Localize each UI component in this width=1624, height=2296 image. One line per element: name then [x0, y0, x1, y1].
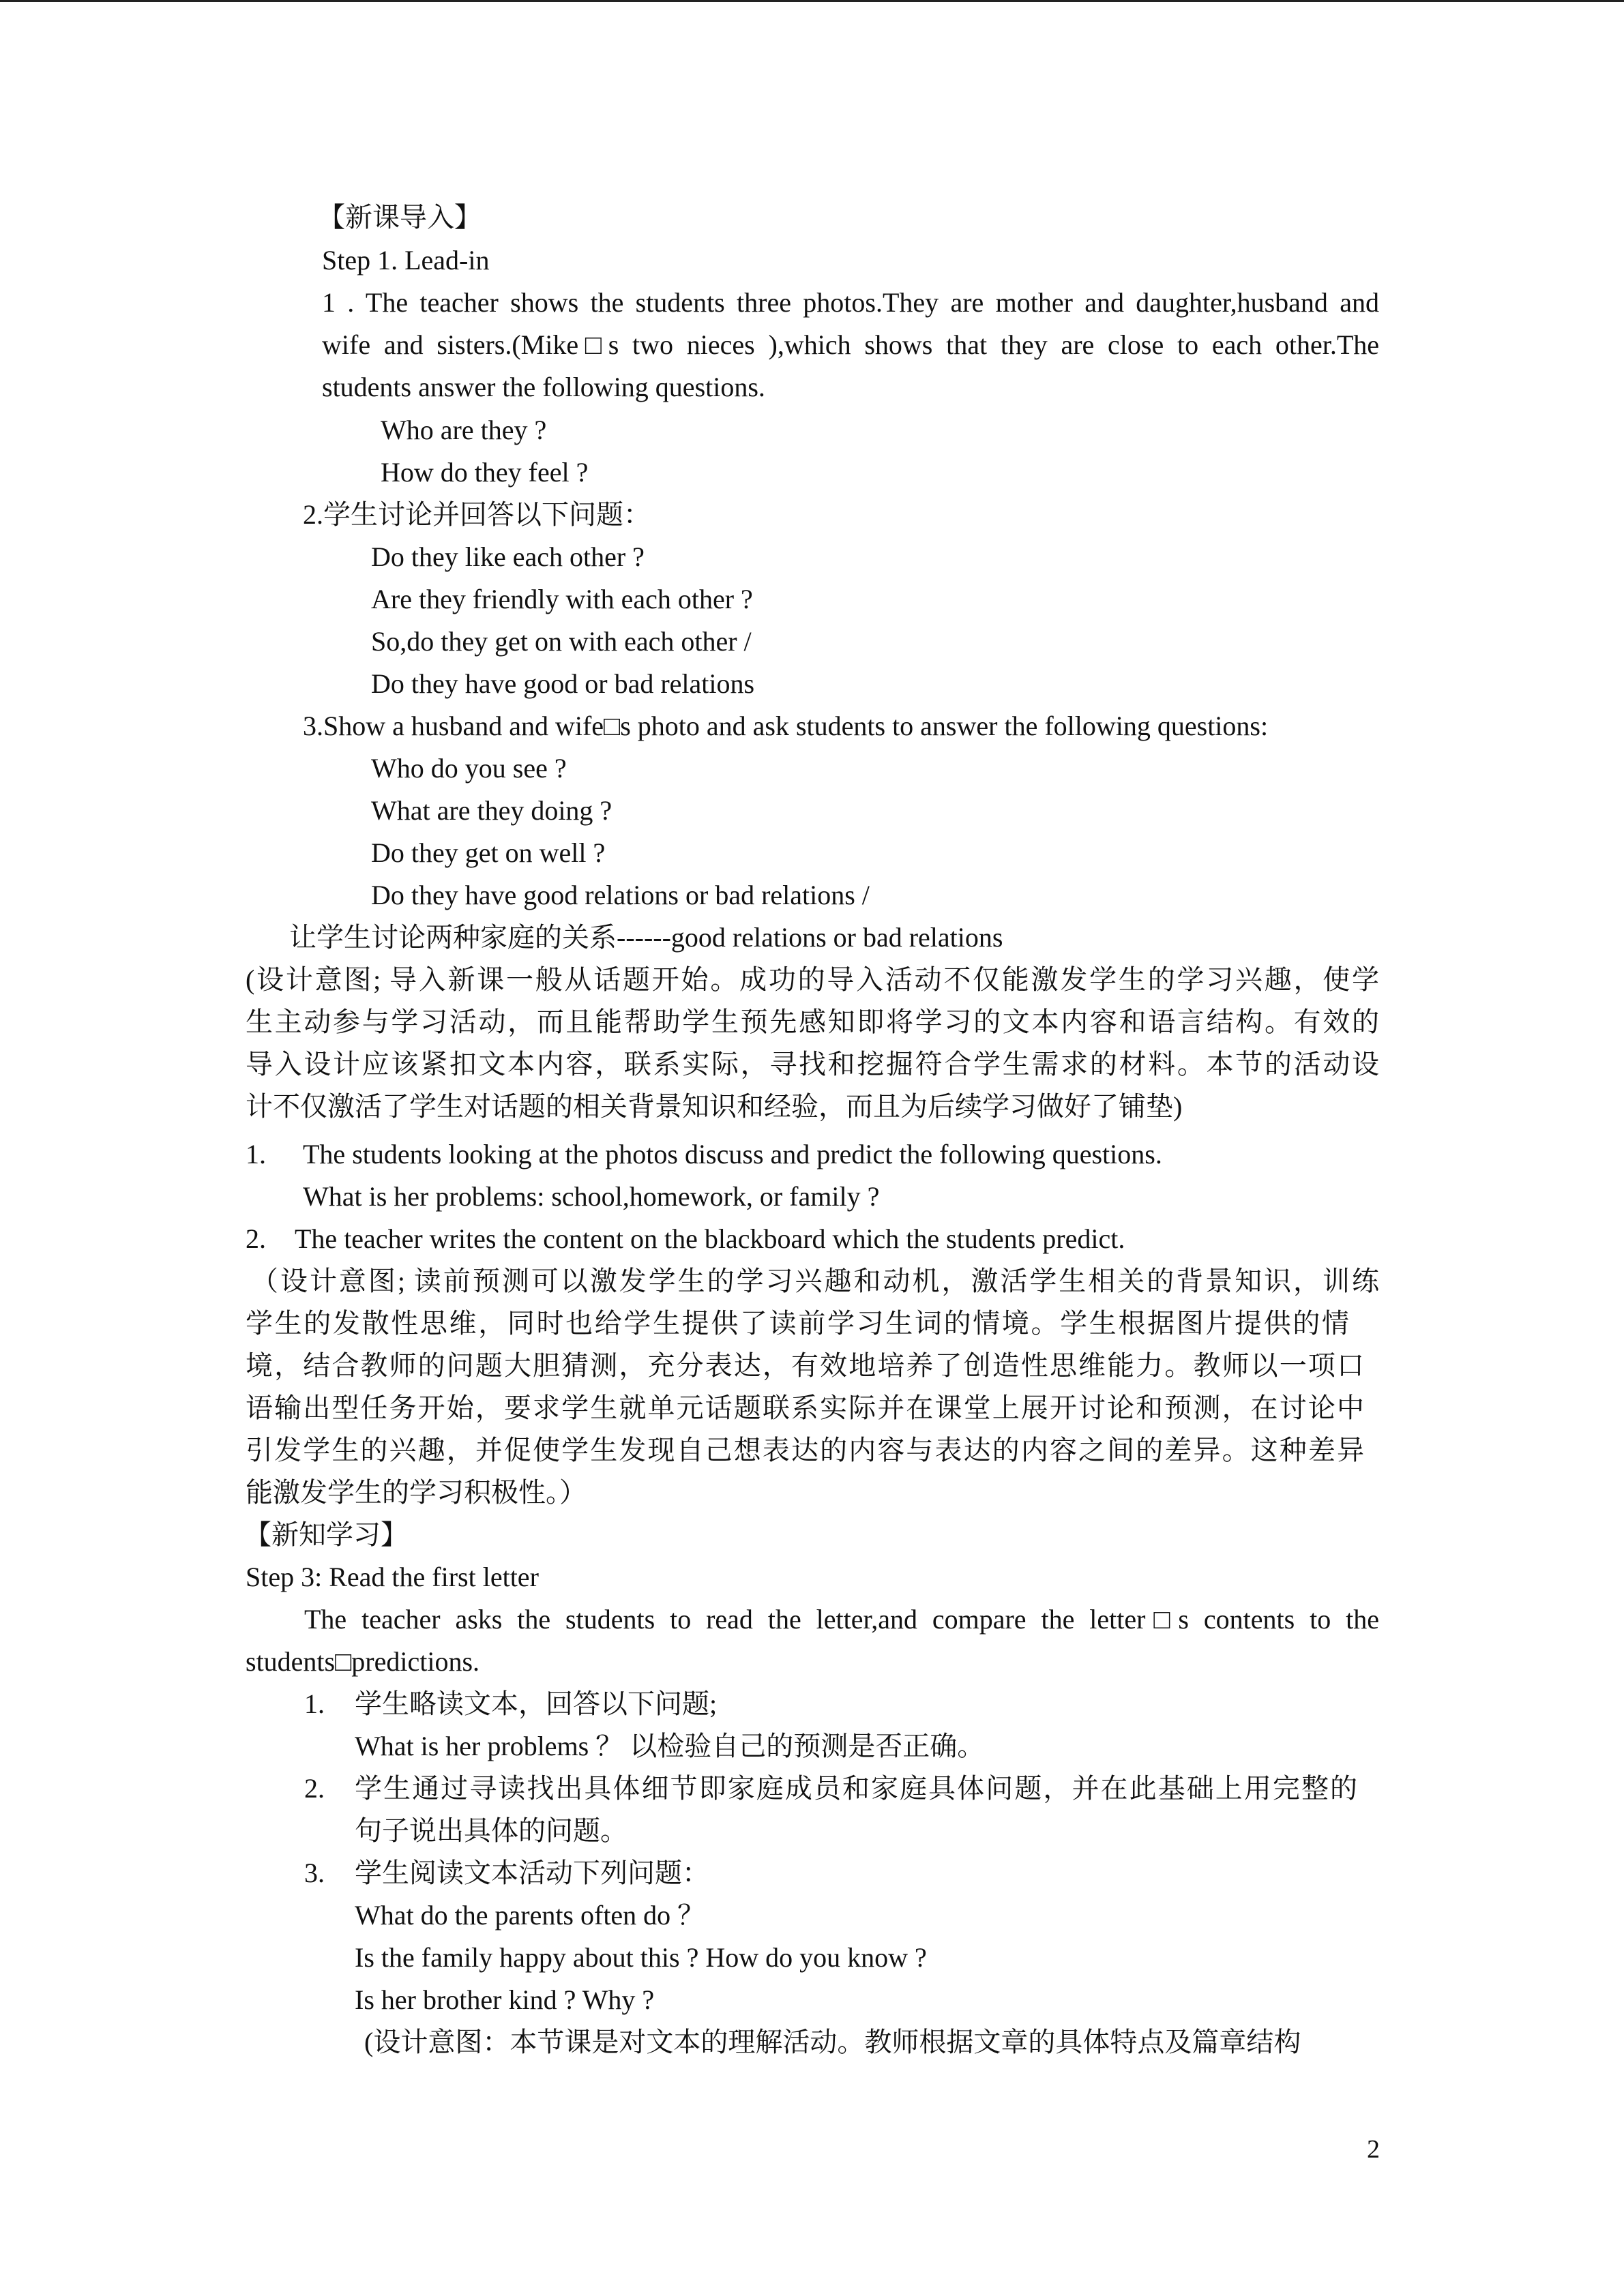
design-intent-line: 计不仅激活了学生对话题的相关背景知识和经验，而且为后续学习做好了铺垫) [246, 1091, 1183, 1122]
top-border [0, 0, 1624, 2]
design-intent-line: (设计意图：本节课是对文本的理解活动。教师根据文章的具体特点及篇章结构 [364, 2027, 1301, 2057]
question-line: Who do you see ? [371, 753, 567, 784]
paragraph-line: students□predictions. [246, 1646, 480, 1677]
design-intent-line: （设计意图; 读前预测可以激发学生的学习兴趣和动机，激活学生相关的背景知识，训练 [251, 1266, 1379, 1296]
design-intent-line: 引发学生的兴趣，并促使学生发现自己想表达的内容与表达的内容之间的差异。这种差异 [246, 1435, 1364, 1465]
list-number: 2. [246, 1223, 266, 1254]
step-heading: Step 1. Lead-in [322, 245, 490, 275]
list-item-continuation: 句子说出具体的问题。 [355, 1815, 628, 1846]
design-intent-line: 能激发学生的学习积极性。） [246, 1477, 587, 1508]
paragraph-line: 让学生讨论两种家庭的关系------good relations or bad relations [289, 922, 1003, 953]
question-line: Are they friendly with each other ? [371, 584, 753, 614]
list-number: 1. [304, 1688, 325, 1719]
question-line: How do they feel ? [381, 457, 589, 488]
list-item: 学生略读文本，回答以下问题; [355, 1688, 718, 1719]
question-line: Do they get on well ? [371, 837, 606, 868]
question-line: What do the parents often do ？ [355, 1900, 705, 1930]
design-intent-line: 语输出型任务开始，要求学生就单元话题联系实际并在课堂上展开讨论和预测，在讨论中 [246, 1392, 1364, 1423]
paragraph-line: wife and sisters.(Mike□s two nieces ),which shows that they are close to each other.The [322, 329, 1379, 360]
design-intent-line: 学生的发散性思维，同时也给学生提供了读前学习生词的情境。学生根据图片提供的情 [246, 1308, 1349, 1339]
paragraph-line: students answer the following questions. [322, 372, 765, 402]
list-item: 学生阅读文本活动下列问题： [355, 1858, 709, 1888]
question-line: So,do they get on with each other / [371, 626, 752, 657]
design-intent-line: 生主动参与学习活动，而且能帮助学生预先感知即将学习的文本内容和语言结构。有效的 [246, 1007, 1379, 1037]
design-intent-line: (设计意图; 导入新课一般从话题开始。成功的导入活动不仅能激发学生的学习兴趣，使学 [246, 964, 1379, 995]
list-item-continuation: What is her problems ？ 以检验自己的预测是否正确。 [355, 1731, 985, 1761]
paragraph-line: 1 . The teacher shows the students three photos.They are mother and daughter,husband and [322, 287, 1379, 318]
design-intent-line: 导入设计应该紧扣文本内容，联系实际，寻找和挖掘符合学生需求的材料。本节的活动设 [246, 1049, 1379, 1079]
question-line: Is her brother kind ? Why ? [355, 1984, 655, 2015]
question-line: Do they have good or bad relations [371, 668, 755, 699]
list-number: 3. [304, 1858, 325, 1888]
question-line: Do they like each other ? [371, 541, 645, 572]
question-line: Who are they ? [381, 415, 547, 445]
question-line: What is her problems: school,homework, or family ? [303, 1181, 880, 1212]
question-line: Is the family happy about this ? How do you know ? [355, 1942, 927, 1973]
design-intent-line: 境，结合教师的问题大胆猜测，充分表达，有效地培养了创造性思维能力。教师以一项口 [246, 1350, 1364, 1381]
section-heading-new-knowledge: 【新知学习】 [244, 1519, 408, 1550]
list-item: The teacher writes the content on the blackboard which the students predict. [295, 1223, 1125, 1254]
list-number: 1. [246, 1139, 266, 1169]
list-item: 学生通过寻读找出具体细节即家庭成员和家庭具体问题，并在此基础上用完整的 [355, 1773, 1357, 1804]
list-item: 2.学生讨论并回答以下问题： [303, 499, 651, 530]
paragraph-line: The teacher asks the students to read the letter,and compare the letter□s contents to the [304, 1604, 1379, 1635]
question-line: What are they doing ? [371, 795, 612, 826]
list-number: 2. [304, 1773, 325, 1804]
question-line: Do they have good relations or bad relations / [371, 880, 870, 910]
list-item: 3.Show a husband and wife□s photo and ask students to answer the following questions: [303, 711, 1269, 741]
step-heading: Step 3: Read the first letter [246, 1562, 539, 1592]
page-number: 2 [1367, 2135, 1380, 2164]
list-item: The students looking at the photos discuss and predict the following questions. [303, 1139, 1162, 1169]
section-heading-new-lesson: 【新课导入】 [318, 202, 482, 233]
